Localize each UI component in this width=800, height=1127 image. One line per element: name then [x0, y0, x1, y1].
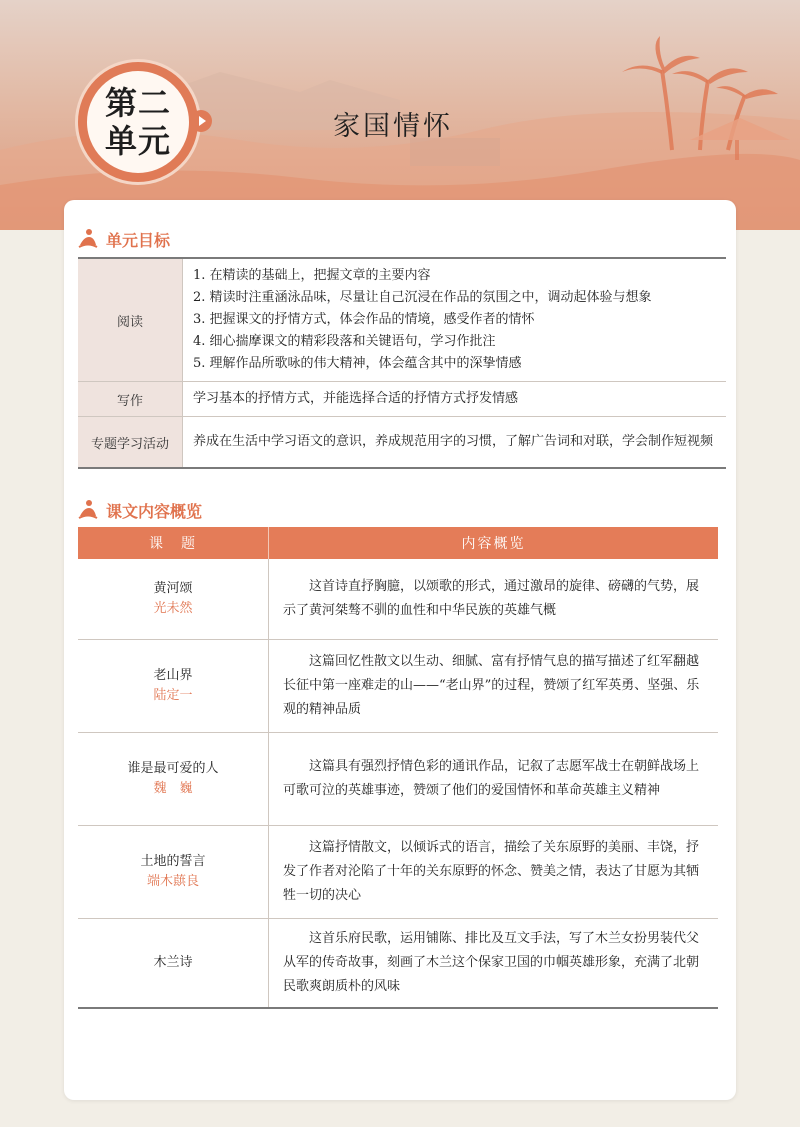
- lesson-cell: [78, 919, 269, 1009]
- table-row: [78, 826, 718, 919]
- lesson-summary: 这篇具有强烈抒情色彩的通讯作品，记叙了志愿军战士在朝鲜战场上可歌可泣的英雄事迹，赞颂了他们的爱国情怀和革命英雄主义精神: [269, 733, 719, 826]
- lesson-summary: 这首乐府民歌，运用铺陈、排比及互文手法，写了木兰女扮男装代父从军的传奇故事，刻画了木兰这个保家卫国的巾帼英雄形象，充满了北朝民歌爽朗质朴的风味: [269, 919, 719, 1009]
- lesson-summary: 这首诗直抒胸臆，以颂歌的形式，通过激昂的旋律、磅礴的气势，展示了黄河桀骜不驯的血性和中华民族的英雄气概: [269, 559, 719, 640]
- unit-label-line1: 第二: [104, 84, 171, 122]
- lesson-summary: 这篇回忆性散文以生动、细腻、富有抒情气息的描写描述了红军翻越长征中第一座难走的山——“老山界”的过程，赞颂了红军英勇、坚强、乐观的精神品质: [269, 640, 719, 733]
- table-row: [78, 733, 718, 826]
- goals-category: 专题学习活动: [78, 417, 183, 469]
- table-row: [78, 640, 718, 733]
- goal-item: 学习基本的抒情方式，并能选择合适的抒情方式抒发情感: [193, 391, 519, 406]
- table-row: [78, 559, 718, 640]
- lesson-title: 木兰诗: [153, 955, 193, 970]
- lesson-author: 端木蕻良: [146, 874, 199, 889]
- goals-row-writing: [78, 382, 726, 417]
- unit-number-badge: [78, 62, 198, 182]
- lesson-cell: [78, 559, 269, 640]
- unit-banner: [0, 0, 800, 230]
- goal-item: 养成在生活中学习语文的意识，养成规范用字的习惯，了解广告词和对联，学会制作短视频: [193, 434, 714, 449]
- goals-row-reading: [78, 258, 726, 382]
- table-row: [78, 919, 718, 1009]
- goal-item: 4. 细心揣摩课文的精彩段落和关键语句，学习作批注: [193, 334, 496, 349]
- play-arrow-icon: [190, 110, 212, 132]
- overview-heading-text: 课文内容概览: [106, 501, 203, 521]
- lesson-title: 黄河颂: [153, 581, 193, 596]
- column-header-lesson: 课 题: [78, 527, 269, 559]
- lesson-author: 陆定一: [153, 688, 193, 703]
- overview-header-row: [78, 527, 718, 559]
- goals-heading-text: 单元目标: [106, 230, 171, 250]
- lesson-title: 土地的誓言: [140, 854, 206, 869]
- goals-row-activity: [78, 417, 726, 469]
- goal-item: 5. 理解作品所歌咏的伟大精神，体会蕴含其中的深挚情感: [193, 356, 522, 371]
- goals-items: [183, 417, 727, 469]
- reader-figure-icon: [76, 227, 100, 251]
- unit-goals-table: [78, 257, 726, 469]
- goal-item: 1. 在精读的基础上，把握文章的主要内容: [193, 268, 431, 283]
- unit-label-line2: 单元: [104, 122, 171, 160]
- lesson-summary: 这篇抒情散文，以倾诉式的语言，描绘了关东原野的美丽、丰饶，抒发了作者对沦陷了十年的关东原野的怀念、赞美之情，表达了甘愿为其牺牲一切的决心: [269, 826, 719, 919]
- goals-heading: [76, 227, 170, 251]
- lesson-overview-table: [78, 527, 718, 1009]
- goals-category: 阅读: [78, 258, 183, 382]
- goals-items: [183, 382, 727, 417]
- lesson-cell: [78, 826, 269, 919]
- reader-figure-icon: [76, 498, 100, 522]
- overview-heading: [76, 498, 202, 522]
- lesson-title: 老山界: [153, 668, 193, 683]
- unit-theme-title: 家国情怀: [333, 111, 453, 142]
- lesson-author: 魏 巍: [153, 781, 193, 796]
- lesson-author: 光未然: [153, 601, 193, 616]
- goal-item: 3. 把握课文的抒情方式，体会作品的情境，感受作者的情怀: [193, 312, 535, 327]
- goals-category: 写作: [78, 382, 183, 417]
- lesson-cell: [78, 733, 269, 826]
- lesson-title: 谁是最可爱的人: [127, 761, 219, 776]
- lesson-cell: [78, 640, 269, 733]
- goals-items: [183, 258, 727, 382]
- goal-item: 2. 精读时注重涵泳品味，尽量让自己沉浸在作品的氛围之中，调动起体验与想象: [193, 290, 652, 305]
- column-header-summary: 内容概览: [269, 527, 719, 559]
